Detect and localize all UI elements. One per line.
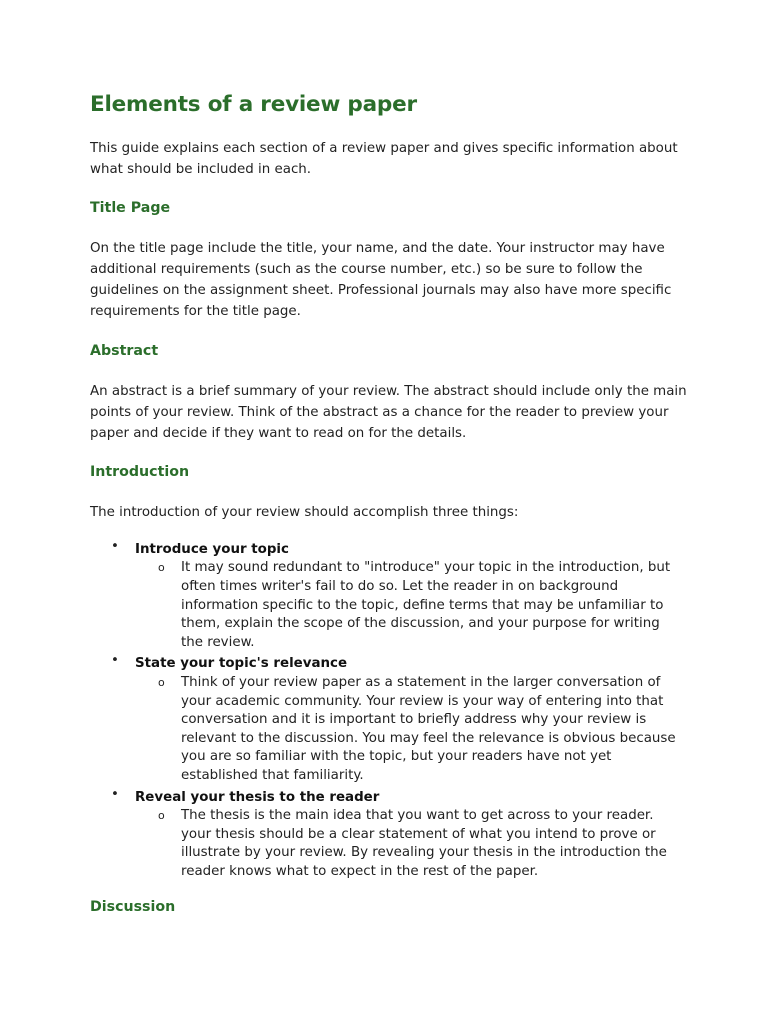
introduction-paragraph: The introduction of your review should accomplish three things: [90, 504, 519, 520]
intro-paragraph: This guide explains each section of a review paper and gives specific information about what should be included in each. [90, 140, 678, 177]
sub-list [135, 559, 690, 652]
sub-list-item [135, 674, 690, 786]
sub-text: The thesis is the main idea that you want to get across to your reader. your thesis should be a clear statement of what you intend to prove or illustrate by your review. By revealing your thesis in the introduction the reader knows what to expect in the rest of the paper. [181, 808, 667, 879]
bullet-icon: • [111, 538, 119, 554]
document-title: Elements of a review paper [90, 92, 417, 117]
title-page-heading: Title Page [90, 199, 171, 216]
abstract-paragraph: An abstract is a brief summary of your review. The abstract should include only the main points of your review. Think of the abstract as a chance for the reader to preview your paper and decide if they want to read on for the details. [90, 383, 687, 441]
list-item [90, 786, 690, 882]
introduction-list [90, 538, 690, 882]
topic-label: Reveal your thesis to the reader [135, 789, 380, 805]
introduction-heading: Introduction [90, 463, 190, 480]
list-item [90, 538, 690, 653]
topic-label: State your topic's relevance [135, 656, 348, 672]
list-item [90, 652, 690, 785]
topic-label: Introduce your topic [135, 541, 289, 557]
sub-list [135, 807, 690, 881]
sub-text: Think of your review paper as a statement in the larger conversation of your academic community. Your review is your way of entering into that conversation and it is important to briefly address why your review is relevant to the discussion. You may feel the relevance is obvious because you are so familiar with the topic, but your readers have not yet established that familiarity. [181, 675, 676, 784]
bullet-icon: • [111, 786, 119, 802]
bullet-icon: • [111, 653, 119, 669]
sub-list-item [135, 559, 690, 652]
sub-bullet-icon: o [158, 561, 165, 575]
discussion-heading: Discussion [90, 898, 176, 915]
sub-list [135, 674, 690, 786]
title-page-paragraph: On the title page include the title, your name, and the date. Your instructor may have additional requirements (such as the course number, etc.) so be sure to follow the guidelines on the assignment sheet. Professional journals may also have more specific requirements for the title page. [90, 240, 672, 319]
abstract-heading: Abstract [90, 342, 159, 359]
document-content [90, 92, 690, 916]
sub-bullet-icon: o [158, 809, 165, 823]
sub-list-item [135, 807, 690, 881]
sub-text: It may sound redundant to "introduce" your topic in the introduction, but often times writer's fail to do so. Let the reader in on background information specific to the topic, define terms that may be unfamiliar to them, explain the scope of the discussion, and your purpose for writing the review. [181, 560, 671, 650]
sub-bullet-icon: o [158, 676, 165, 690]
